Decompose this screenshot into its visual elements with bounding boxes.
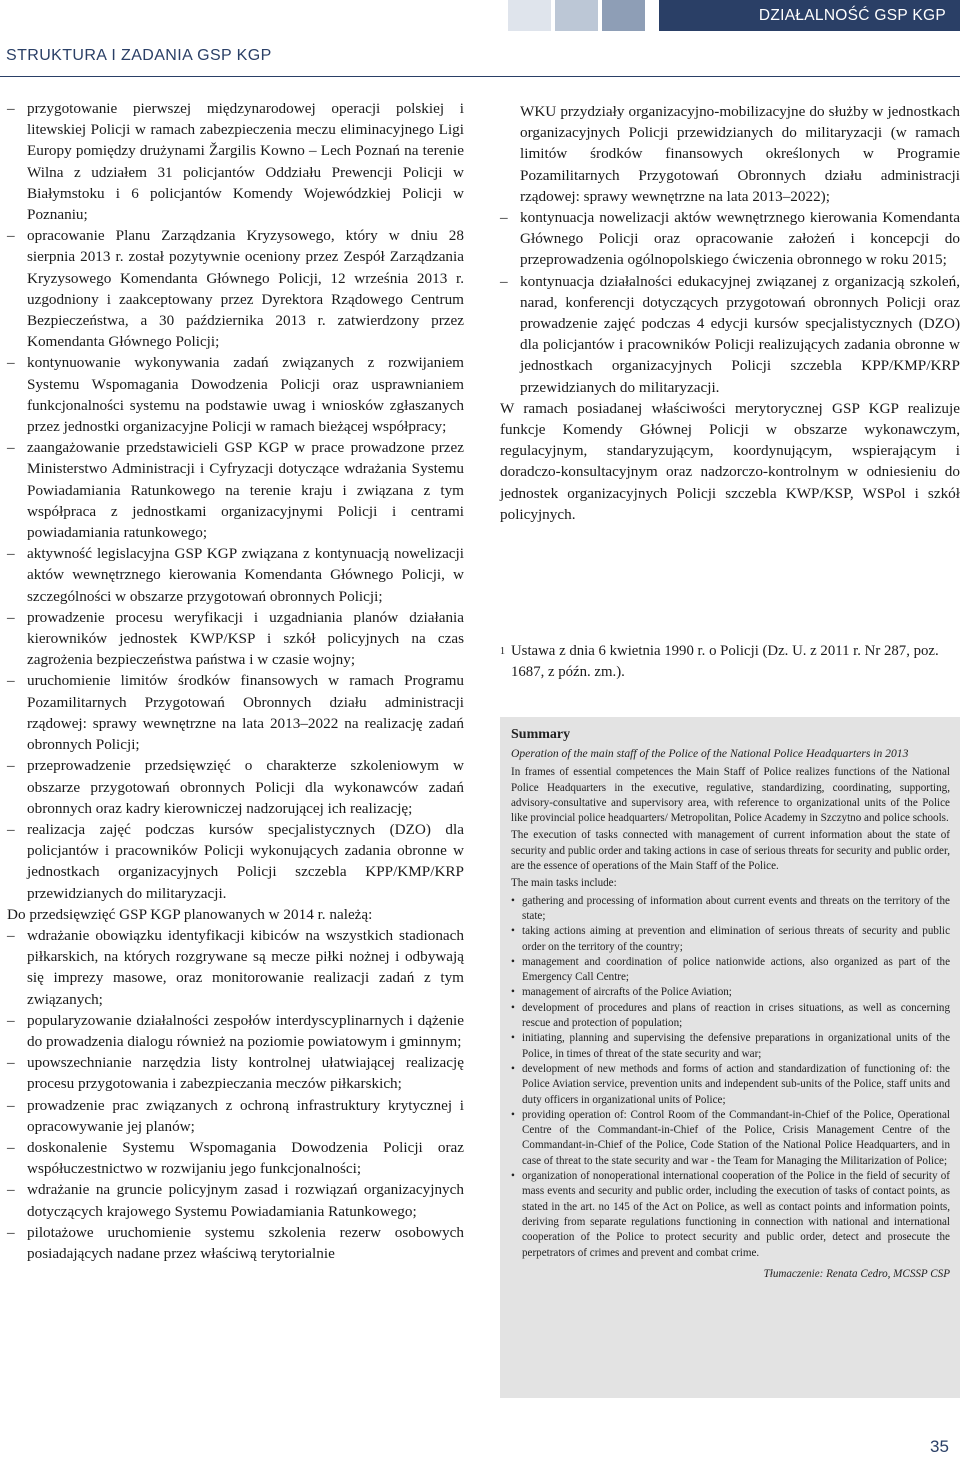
header-divider <box>0 76 960 77</box>
page-number: 35 <box>930 1437 949 1456</box>
summary-task: • management of aircrafts of the Police Aviation; <box>511 985 950 1000</box>
plans-2014-list <box>7 925 464 1264</box>
list-item-continuation: WKU przydziały organizacyjno-mobilizacyjne do służby w jednostkach organizacyjnych Policji przewidzianych do militaryzacji (w ramach limitów środków finansowych określonych w Programie Pozamilitarnych Przygotowań Obronnych działu administracji rządowej: sprawy wewnętrzne na lata 2013–2022); <box>520 103 960 205</box>
summary-task: • development of new methods and forms of action and standardization of functioning of: the Police Aviation service, prevention units and independent sub-units of the Police, staff units and duty officers in organizational units of Police; <box>511 1062 950 1108</box>
left-column <box>7 98 464 1264</box>
summary-task: • development of procedures and plans of reaction in crises situations, as well as concerning rescue and protection of population; <box>511 1001 950 1032</box>
summary-task: • taking actions aiming at prevention and elimination of serious threats of security and public order on the territory of the country; <box>511 924 950 955</box>
plans-2014-intro: Do przedsięwzięć GSP KGP planowanych w 2014 r. należą: <box>7 905 373 923</box>
list-item: – przeprowadzenie przedsięwzięć o charakterze szkoleniowym w obszarze przygotowań obronnych Policji dla wykonawców zadań obronnych oraz kadry kierowniczej nadzorującej ich realizację; <box>7 755 464 819</box>
list-item: – doskonalenie Systemu Wspomagania Dowodzenia Policji oraz współuczestnictwo w rozwijaniu jego funkcjonalności; <box>7 1137 464 1179</box>
page-title: STRUKTURA I ZADANIA GSP KGP <box>6 47 272 64</box>
header-decoration <box>508 0 645 31</box>
closing-paragraph: W ramach posiadanej właściwości merytorycznej GSP KGP realizuje funkcje Komendy Głównej Policji w obszarze wykonawczym, regulacyjnym, standaryzującym, koordynującym, wspierającym i doradczo-konsultacyjnym oraz nadzorczo-kontrolnym w odniesieniu do jednostek organizacyjnych Policji szczebla KWP/KSP, WSPol i szkół policyjnych. <box>500 399 960 523</box>
list-item: – realizacja zajęć podczas kursów specjalistycznych (DZO) dla policjantów i pracowników Policji wykonujących zadania obronne w jednostkach organizacyjnych Policji szczebla KPP/KMP/KRP przewidzianych do militaryzacji. <box>7 819 464 904</box>
summary-task: • gathering and processing of information about current events and threats on the territory of the state; <box>511 894 950 925</box>
summary-paragraph: The execution of tasks connected with management of current information about the state of security and public order and taking actions in case of serious threats for security and public order, are the essence of operations of the Main Staff of the Police. <box>511 829 950 873</box>
header-square <box>602 0 645 31</box>
summary-task: • initiating, planning and supervising the defensive preparations in organizational units of the Police, in times of threat of the state security and war; <box>511 1031 950 1062</box>
list-item: – kontynuowanie wykonywania zadań związanych z rozwijaniem Systemu Wspomagania Dowodzenia Policji oraz usprawnianiem funkcjonalności systemu na podstawie uwag i wniosków zgłaszanych przez jednostki organizacyjne Policji w ramach bieżącej współpracy; <box>7 352 464 437</box>
section-label: DZIAŁALNOŚĆ GSP KGP <box>659 0 960 31</box>
header-square <box>508 0 551 31</box>
list-item: – przygotowanie pierwszej międzynarodowej operacji polskiej i litewskiej Policji w ramach zabezpieczenia meczu eliminacyjnego Ligi Europy pomiędzy drużynami Žargilis Kowno – Lech Poznań na terenie Wilna z udziałem 31 policjantów Oddziału Prewencji Policji w Białymstoku i 6 policjantów Komendy Wojewódzkiej Policji w Poznaniu; <box>7 98 464 225</box>
header-square <box>555 0 598 31</box>
summary-task: • providing operation of: Control Room of the Commandant-in-Chief of the Police, Operational Centre of the Commandant-in-Chief of the Police, Crisis Management Centre of the Commandant-in-Chief of the Police, Code Station of the National Police Headquarters, and in case of threat to the state security and war - the Team for Managing the Militarization of Police; <box>511 1108 950 1169</box>
list-item: – opracowanie Planu Zarządzania Kryzysowego, który w dniu 28 sierpnia 2013 r. został pozytywnie oceniony przez Zespół Zarządzania Kryzysowego Komendanta Głównego Policji, 12 września 2013 r. uzgodniony i zaakceptowany przez Dyrektora Rządowego Centrum Bezpieczeństwa, a 30 października 2013 r. zatwierdzony przez Komendanta Głównego Policji; <box>7 225 464 352</box>
achievements-list <box>7 98 464 904</box>
translation-credit: Tłumaczenie: Renata Cedro, MCSSP CSP <box>763 1267 950 1280</box>
list-item: – aktywność legislacyjna GSP KGP związana z kontynuacją nowelizacji aktów wewnętrznego kierowania Komendanta Głównego Policji, w szczególności w obszarze przygotowań obronnych Policji; <box>7 543 464 607</box>
footnote-marker: 1 <box>500 646 505 657</box>
list-item: – uruchomienie limitów środków finansowych w ramach Programu Pozamilitarnych Przygotowań Obronnych działu administracji rządowej: sprawy wewnętrzne na lata 2013–2022 na realizację zadań obronnych Policji; <box>7 670 464 755</box>
list-item: – kontynuacja nowelizacji aktów wewnętrznego kierowania Komendanta Głównego Policji oraz opracowanie założeń i koncepcji do przeprowadzenia ogólnopolskiego ćwiczenia obronnego w roku 2015; <box>500 207 960 271</box>
list-item: – pilotażowe uruchomienie systemu szkolenia rezerw osobowych posiadających nadane przez właściwą terytorialnie <box>7 1222 464 1264</box>
list-item: – wdrażanie obowiązku identyfikacji kibiców na wszystkich stadionach piłkarskich, na których rozgrywane są mecze piłki nożnej i odbywają się imprezy masowe, oraz monitorowanie realizacji zadań z tym związanych; <box>7 925 464 1010</box>
list-item: – wdrażanie na gruncie policyjnym zasad i rozwiązań organizacyjnych dotyczących krajowego Systemu Powiadamiania Ratunkowego; <box>7 1179 464 1221</box>
summary-task: • organization of nonoperational international cooperation of the Police in the field of security of mass events and security and public order, including the execution of tasks of contact points, as stated in the art. no 145 of the Act on Police, as well as contact points and information points, deriving from separate regulations functioning in connection with national and international cooperation of the Police to protect security and public order, detect and prosecute the perpetrators of crimes and prevent and combat crime. <box>511 1169 950 1261</box>
footnote <box>500 641 960 683</box>
list-item: – upowszechnianie narzędzia listy kontrolnej ułatwiającej realizację procesu przygotowania i zabezpieczania meczów piłkarskich; <box>7 1052 464 1094</box>
summary-task: • management and coordination of police nationwide actions, also organized as part of the Emergency Call Centre; <box>511 955 950 986</box>
list-item: – kontynuacja działalności edukacyjnej związanej z organizacją szkoleń, narad, konferencji dotyczących przygotowań obronnych Policji oraz prowadzenie zajęć podczas 4 edycji kursów specjalistycznych (DZO) dla policjantów i pracowników Policji realizujących zadania obronne w jednostkach organizacyjnych Policji szczebla KPP/KMP/KRP przewidzianych do militaryzacji. <box>500 271 960 398</box>
list-item: – popularyzowanie działalności zespołów interdyscyplinarnych i dążenie do prowadzenia dialogu również na poziomie powiatowym i gminnym; <box>7 1010 464 1052</box>
summary-paragraph: In frames of essential competences the Main Staff of Police realizes functions of the National Police Headquarters in the executive, regulative, standardizing, coordinating, supporting, advisory-consultative and supervisory area, with reference to organizational units of the Police like provincial police headquarters/ Metropolitan, Police Academy in Szczytno and police schools. <box>511 766 950 825</box>
list-item: – zaangażowanie przedstawicieli GSP KGP w prace prowadzone przez Ministerstwo Administracji i Cyfryzacji dotyczące wdrażania Systemu Powiadamiania Ratunkowego na terenie kraju i związana z tym współpraca z jednostkami organizacyjnymi Policji i centrami powiadamiania ratunkowego; <box>7 437 464 543</box>
footnote-text: Ustawa z dnia 6 kwietnia 1990 r. o Policji (Dz. U. z 2011 r. Nr 287, poz. 1687, z późn. zm.). <box>511 643 939 680</box>
right-column <box>500 101 960 525</box>
summary-tasks-intro: The main tasks include: <box>511 877 617 890</box>
list-item: – prowadzenie prac związanych z ochroną infrastruktury krytycznej i opracowywanie jej planów; <box>7 1095 464 1137</box>
plans-2014-list-continued <box>500 101 960 398</box>
summary-heading: Summary <box>511 727 571 742</box>
summary-subtitle: Operation of the main staff of the Police of the National Police Headquarters in 2013 <box>511 747 909 761</box>
summary-tasks-list <box>511 894 950 1261</box>
summary-box <box>500 717 960 1398</box>
list-item: – prowadzenie procesu weryfikacji i uzgadniania planów działania kierowników jednostek KWP/KSP i szkół policyjnych na czas zagrożenia bezpieczeństwa państwa i w czasie wojny; <box>7 607 464 671</box>
